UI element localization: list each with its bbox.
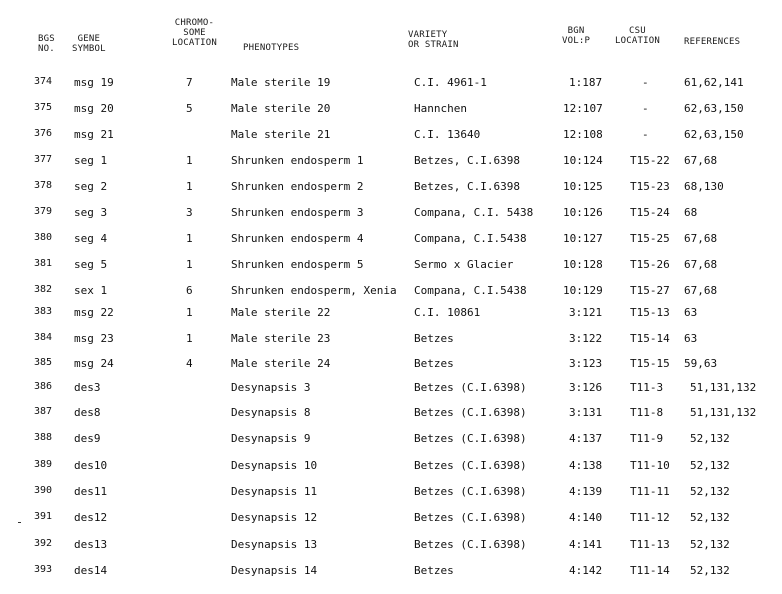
- cell-references: 62,63,150: [684, 102, 744, 115]
- cell-references: 59,63: [684, 357, 718, 370]
- cell-phenotype: Desynapsis 14: [231, 564, 318, 577]
- cell-chromosome-location: 1: [186, 154, 193, 167]
- cell-csu-location: T11-8: [630, 406, 664, 419]
- table-row: [0, 357, 782, 383]
- cell-bgn: 12:108: [563, 128, 603, 141]
- cell-csu-location: T11-14: [630, 564, 670, 577]
- cell-phenotype: Male sterile 22: [231, 306, 331, 319]
- table-row: [0, 381, 782, 407]
- cell-phenotype: Shrunken endosperm 1: [231, 154, 364, 167]
- table-row: [0, 406, 782, 432]
- table-row: [0, 432, 782, 458]
- cell-chromosome-location: 5: [186, 102, 193, 115]
- cell-chromosome-location: 1: [186, 180, 193, 193]
- cell-variety: Sermo x Glacier: [414, 258, 514, 271]
- cell-bgn: 10:127: [563, 232, 603, 245]
- header-gene-symbol: GENE SYMBOL: [72, 34, 106, 54]
- cell-gene-symbol: msg 22: [74, 306, 114, 319]
- cell-gene-symbol: des9: [74, 432, 101, 445]
- cell-csu-location: T11-9: [630, 432, 664, 445]
- cell-references: 52,132: [690, 538, 730, 551]
- cell-bgs-no: 376: [34, 128, 53, 139]
- cell-bgs-no: 381: [34, 258, 53, 269]
- cell-phenotype: Shrunken endosperm, Xenia: [231, 284, 397, 297]
- table-row: [0, 180, 782, 206]
- cell-bgs-no: 390: [34, 485, 53, 496]
- cell-phenotype: Shrunken endosperm 4: [231, 232, 364, 245]
- cell-gene-symbol: msg 20: [74, 102, 114, 115]
- cell-gene-symbol: msg 23: [74, 332, 114, 345]
- cell-references: 52,132: [690, 511, 730, 524]
- cell-bgn: 12:107: [563, 102, 603, 115]
- cell-gene-symbol: des14: [74, 564, 108, 577]
- cell-csu-location: -: [642, 128, 649, 141]
- header-csu-location: CSU LOCATION: [615, 26, 660, 46]
- cell-gene-symbol: des8: [74, 406, 101, 419]
- cell-gene-symbol: seg 3: [74, 206, 108, 219]
- cell-csu-location: T15-15: [630, 357, 670, 370]
- header-phenotypes: PHENOTYPES: [243, 43, 300, 53]
- cell-gene-symbol: des10: [74, 459, 108, 472]
- cell-chromosome-location: 6: [186, 284, 193, 297]
- cell-variety: Betzes (C.I.6398): [414, 381, 527, 394]
- cell-csu-location: -: [642, 76, 649, 89]
- cell-gene-symbol: des13: [74, 538, 108, 551]
- cell-variety: Betzes (C.I.6398): [414, 485, 527, 498]
- cell-csu-location: T11-13: [630, 538, 670, 551]
- cell-bgs-no: 384: [34, 332, 53, 343]
- cell-variety: Hannchen: [414, 102, 467, 115]
- cell-bgn: 3:121: [569, 306, 603, 319]
- cell-references: 52,132: [690, 485, 730, 498]
- cell-variety: Compana, C.I.5438: [414, 284, 527, 297]
- cell-chromosome-location: 1: [186, 306, 193, 319]
- cell-bgs-no: 391: [34, 511, 53, 522]
- cell-csu-location: -: [642, 102, 649, 115]
- cell-references: 63: [684, 332, 698, 345]
- cell-references: 52,132: [690, 459, 730, 472]
- cell-phenotype: Desynapsis 10: [231, 459, 318, 472]
- cell-bgn: 4:140: [569, 511, 603, 524]
- cell-bgn: 10:124: [563, 154, 603, 167]
- cell-bgs-no: 377: [34, 154, 53, 165]
- cell-phenotype: Desynapsis 12: [231, 511, 318, 524]
- cell-references: 51,131,132: [690, 406, 757, 419]
- cell-bgs-no: 378: [34, 180, 53, 191]
- header-chromosome-location: CHROMO- SOME LOCATION: [172, 18, 217, 48]
- cell-phenotype: Desynapsis 13: [231, 538, 318, 551]
- table-row: [0, 332, 782, 358]
- cell-phenotype: Shrunken endosperm 3: [231, 206, 364, 219]
- cell-gene-symbol: seg 2: [74, 180, 108, 193]
- cell-chromosome-location: 7: [186, 76, 193, 89]
- cell-references: 67,68: [684, 258, 718, 271]
- cell-csu-location: T15-22: [630, 154, 670, 167]
- table-row: [0, 538, 782, 564]
- cell-references: 67,68: [684, 232, 718, 245]
- cell-phenotype: Male sterile 20: [231, 102, 331, 115]
- cell-phenotype: Shrunken endosperm 2: [231, 180, 364, 193]
- cell-bgn: 4:138: [569, 459, 603, 472]
- cell-bgn: 3:122: [569, 332, 603, 345]
- cell-variety: Betzes (C.I.6398): [414, 406, 527, 419]
- table-row: [0, 102, 782, 128]
- cell-phenotype: Desynapsis 9: [231, 432, 311, 445]
- cell-phenotype: Shrunken endosperm 5: [231, 258, 364, 271]
- cell-chromosome-location: 1: [186, 332, 193, 345]
- cell-bgn: 1:187: [569, 76, 603, 89]
- table-row: [0, 306, 782, 332]
- cell-bgn: 10:129: [563, 284, 603, 297]
- cell-bgn: 10:128: [563, 258, 603, 271]
- cell-csu-location: T15-13: [630, 306, 670, 319]
- cell-variety: Betzes: [414, 357, 454, 370]
- cell-bgn: 3:131: [569, 406, 603, 419]
- cell-chromosome-location: 4: [186, 357, 193, 370]
- cell-bgs-no: 383: [34, 306, 53, 317]
- cell-references: 61,62,141: [684, 76, 744, 89]
- cell-references: 67,68: [684, 284, 718, 297]
- cell-references: 68: [684, 206, 698, 219]
- cell-gene-symbol: msg 21: [74, 128, 114, 141]
- cell-phenotype: Male sterile 23: [231, 332, 331, 345]
- cell-gene-symbol: seg 4: [74, 232, 108, 245]
- table-row: [0, 232, 782, 258]
- header-bgn: BGN VOL:P: [562, 26, 591, 46]
- cell-bgn: 3:123: [569, 357, 603, 370]
- cell-bgn: 10:125: [563, 180, 603, 193]
- cell-variety: Compana, C.I.5438: [414, 232, 527, 245]
- cell-bgs-no: 388: [34, 432, 53, 443]
- cell-chromosome-location: 1: [186, 258, 193, 271]
- cell-csu-location: T15-23: [630, 180, 670, 193]
- cell-phenotype: Male sterile 19: [231, 76, 331, 89]
- cell-bgs-no: 389: [34, 459, 53, 470]
- cell-csu-location: T11-10: [630, 459, 670, 472]
- cell-gene-symbol: seg 5: [74, 258, 108, 271]
- header-bgs-no: BGS NO.: [38, 34, 55, 54]
- header-variety: VARIETY OR STRAIN: [408, 30, 459, 50]
- cell-csu-location: T11-3: [630, 381, 664, 394]
- cell-csu-location: T11-11: [630, 485, 670, 498]
- cell-references: 68,130: [684, 180, 724, 193]
- cell-csu-location: T15-27: [630, 284, 670, 297]
- cell-bgn: 10:126: [563, 206, 603, 219]
- cell-chromosome-location: 1: [186, 232, 193, 245]
- table-row: [0, 485, 782, 511]
- cell-variety: C.I. 10861: [414, 306, 481, 319]
- cell-variety: Betzes (C.I.6398): [414, 459, 527, 472]
- cell-bgs-no: 392: [34, 538, 53, 549]
- cell-gene-symbol: seg 1: [74, 154, 108, 167]
- table-row: [0, 258, 782, 284]
- cell-bgs-no: 385: [34, 357, 53, 368]
- cell-references: 67,68: [684, 154, 718, 167]
- cell-variety: C.I. 13640: [414, 128, 481, 141]
- cell-phenotype: Desynapsis 11: [231, 485, 318, 498]
- cell-variety: C.I. 4961-1: [414, 76, 487, 89]
- table-row: [0, 128, 782, 154]
- cell-variety: Compana, C.I. 5438: [414, 206, 534, 219]
- cell-gene-symbol: sex 1: [74, 284, 108, 297]
- cell-references: 62,63,150: [684, 128, 744, 141]
- cell-bgs-no: 386: [34, 381, 53, 392]
- cell-bgn: 4:137: [569, 432, 603, 445]
- cell-bgs-no: 379: [34, 206, 53, 217]
- table-row: [0, 511, 782, 537]
- scan-speck: [18, 522, 21, 523]
- cell-csu-location: T15-25: [630, 232, 670, 245]
- cell-variety: Betzes: [414, 332, 454, 345]
- header-references: REFERENCES: [684, 37, 741, 47]
- cell-csu-location: T15-14: [630, 332, 670, 345]
- table-row: [0, 154, 782, 180]
- table-row: [0, 76, 782, 102]
- cell-phenotype: Male sterile 24: [231, 357, 331, 370]
- cell-variety: Betzes, C.I.6398: [414, 154, 520, 167]
- cell-chromosome-location: 3: [186, 206, 193, 219]
- cell-bgn: 3:126: [569, 381, 603, 394]
- cell-references: 51,131,132: [690, 381, 757, 394]
- cell-csu-location: T15-24: [630, 206, 670, 219]
- table-row: [0, 206, 782, 232]
- cell-variety: Betzes: [414, 564, 454, 577]
- cell-gene-symbol: msg 19: [74, 76, 114, 89]
- cell-gene-symbol: des12: [74, 511, 108, 524]
- cell-bgs-no: 393: [34, 564, 53, 575]
- cell-references: 52,132: [690, 432, 730, 445]
- cell-bgn: 4:142: [569, 564, 603, 577]
- cell-bgn: 4:139: [569, 485, 603, 498]
- cell-bgs-no: 374: [34, 76, 53, 87]
- cell-phenotype: Desynapsis 8: [231, 406, 311, 419]
- cell-gene-symbol: msg 24: [74, 357, 114, 370]
- cell-variety: Betzes, C.I.6398: [414, 180, 520, 193]
- cell-gene-symbol: des3: [74, 381, 101, 394]
- cell-phenotype: Desynapsis 3: [231, 381, 311, 394]
- table-row: [0, 459, 782, 485]
- cell-references: 63: [684, 306, 698, 319]
- cell-references: 52,132: [690, 564, 730, 577]
- cell-bgn: 4:141: [569, 538, 603, 551]
- cell-variety: Betzes (C.I.6398): [414, 538, 527, 551]
- cell-bgs-no: 380: [34, 232, 53, 243]
- cell-variety: Betzes (C.I.6398): [414, 432, 527, 445]
- cell-csu-location: T11-12: [630, 511, 670, 524]
- cell-bgs-no: 382: [34, 284, 53, 295]
- cell-variety: Betzes (C.I.6398): [414, 511, 527, 524]
- cell-phenotype: Male sterile 21: [231, 128, 331, 141]
- cell-gene-symbol: des11: [74, 485, 108, 498]
- cell-csu-location: T15-26: [630, 258, 670, 271]
- cell-bgs-no: 375: [34, 102, 53, 113]
- table-row: [0, 564, 782, 590]
- cell-bgs-no: 387: [34, 406, 53, 417]
